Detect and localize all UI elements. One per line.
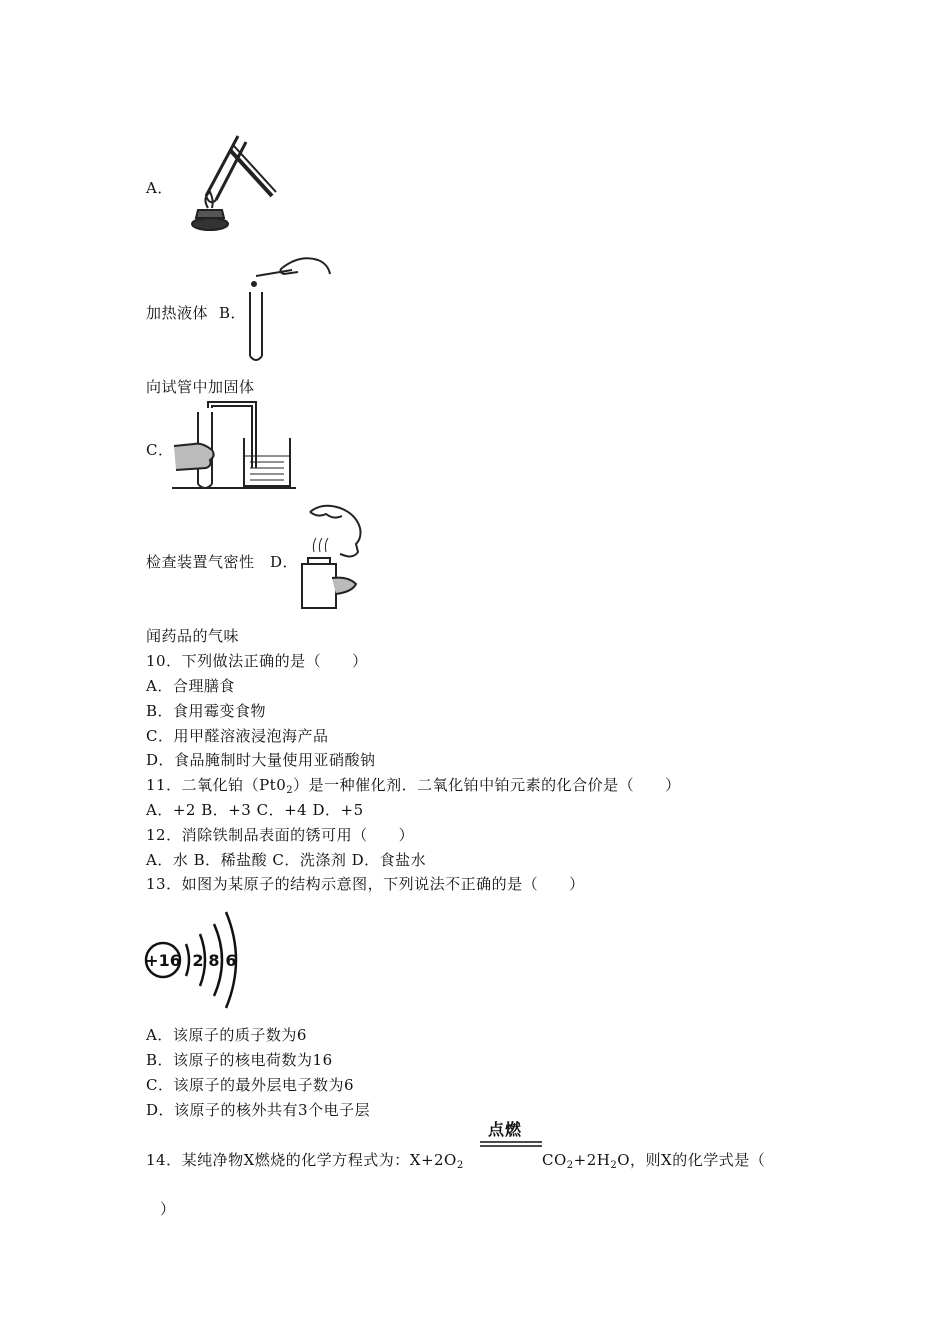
q14-o2-sub: 2: [456, 1160, 464, 1171]
atom-structure-diagram: [142, 904, 242, 1016]
smell-chemical-figure: [296, 498, 370, 612]
air-tightness-figure: [172, 398, 296, 492]
q10-stem: 10．下列做法正确的是（ ）: [146, 652, 368, 670]
q13-option-c: C．该原子的最外层电子数为6: [146, 1076, 355, 1094]
q14-co2: CO: [542, 1151, 567, 1169]
q14-stem-post: O，则X的化学式是（: [617, 1151, 766, 1169]
q9-option-c-label: C．: [146, 441, 174, 459]
q11-stem: [146, 775, 681, 795]
q9-option-a-label: A．: [146, 179, 173, 197]
q14-co2-sub: 2: [566, 1160, 574, 1171]
q11-stem-sub: 2: [286, 785, 294, 796]
atom-shell-1: 2: [192, 951, 204, 970]
q11-stem-pre: 11．二氧化铂（Pt0: [146, 776, 287, 794]
q10-option-b: B．食用霉变食物: [146, 702, 267, 720]
q14-stem-pre: 14．某纯净物X燃烧的化学方程式为：X+2O: [146, 1151, 457, 1169]
q13-option-b: B．该原子的核电荷数为16: [146, 1051, 333, 1069]
adding-solid-figure: [242, 250, 334, 362]
atom-nucleus-label: +16: [145, 951, 181, 970]
q13-option-d: D．该原子的核外共有3个电子层: [146, 1101, 371, 1119]
q10-option-d: D．食品腌制时大量使用亚硝酸钠: [146, 751, 376, 769]
q13-option-a: A．该原子的质子数为6: [146, 1026, 307, 1044]
q14-stem-left: [146, 1150, 464, 1170]
q10-option-c: C．用甲醛溶液浸泡海产品: [146, 727, 329, 745]
q9-option-c-text: 检查装置气密性: [146, 553, 255, 571]
q13-stem: 13．如图为某原子的结构示意图，下列说法不正确的是（ ）: [146, 875, 585, 893]
atom-shell-2: 8: [208, 951, 220, 970]
q14-stem-right: [542, 1150, 765, 1170]
q9-option-b-label: B．: [219, 304, 247, 322]
reaction-equals-sign: [480, 1140, 542, 1148]
q10-option-a: A．合理膳食: [146, 677, 235, 695]
atom-shell-3: 6: [225, 951, 237, 970]
q12-stem: 12．消除铁制品表面的锈可用（ ）: [146, 826, 415, 844]
q14-water-sub: 2: [610, 1160, 618, 1171]
q9-option-d-text: 闻药品的气味: [146, 627, 240, 645]
q11-stem-post: ）是一种催化剂．二氧化铂中铂元素的化合价是（ ）: [293, 776, 681, 794]
q14-water-pre: +2H: [573, 1151, 611, 1169]
q9-option-a-text: 加热液体: [146, 304, 209, 322]
q9-option-d-label: D．: [270, 553, 299, 571]
q11-options: A．+2 B．+3 C．+4 D．+5: [146, 801, 364, 819]
q14-closing: ）: [160, 1200, 176, 1218]
q12-options: A．水 B．稀盐酸 C．洗涤剂 D．食盐水: [146, 851, 427, 869]
q9-option-b-text: 向试管中加固体: [146, 378, 255, 396]
q14-condition: 点燃: [488, 1120, 523, 1139]
heating-liquid-figure: [172, 126, 282, 232]
